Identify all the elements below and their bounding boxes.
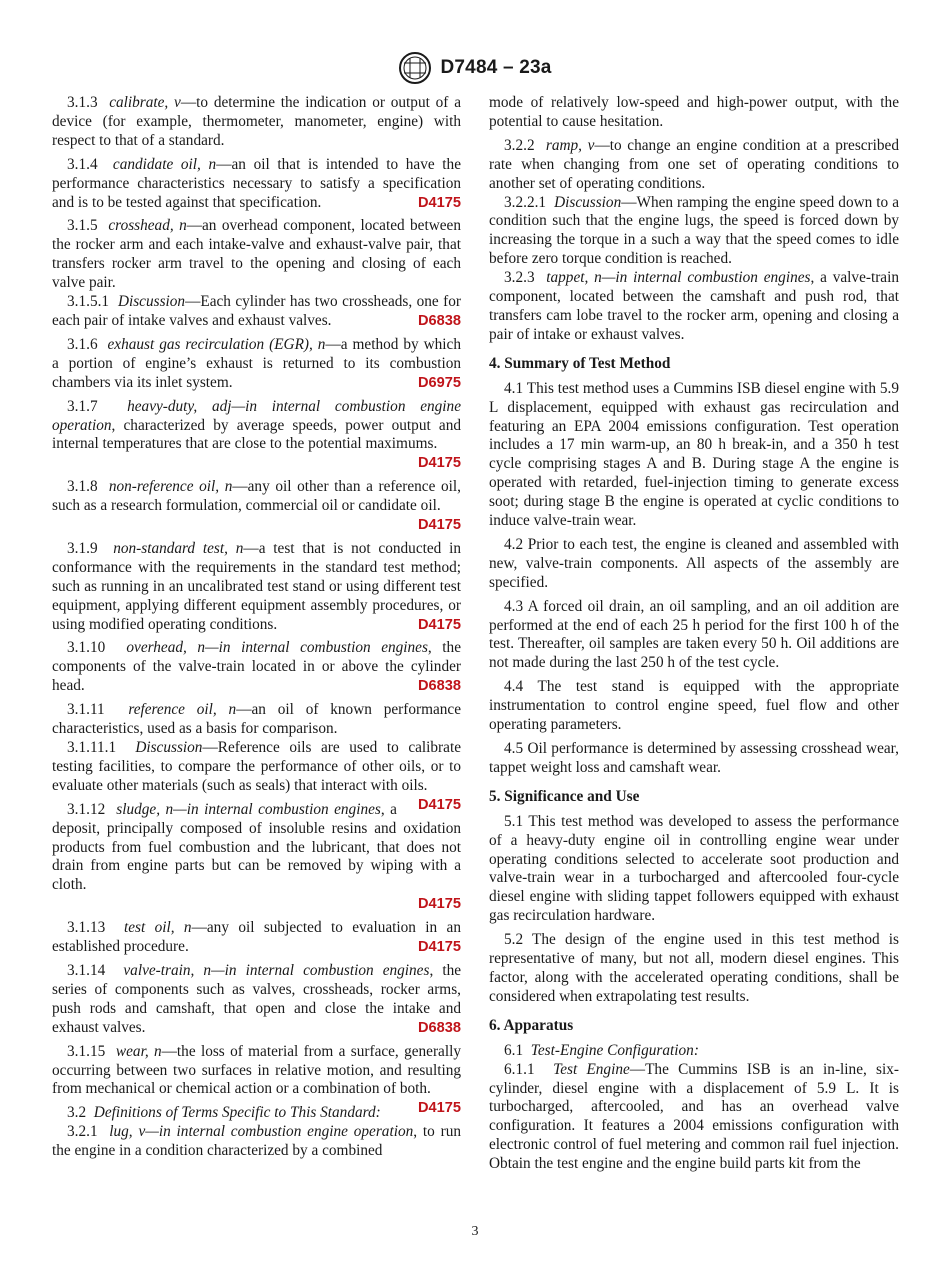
- definition-3-1-5: 3.1.5 crosshead, n—an overhead component, located between the rocker arm and each intake-valve and exhaust-valve pair, that transfers rocker arm travel to the opening and closing of each valve pair.: [52, 217, 461, 292]
- astm-logo-icon: [398, 51, 432, 85]
- definition-3-1-8: 3.1.8 non-reference oil, n—any oil other than a reference oil, such as a research formulation, commercial oil or candidate oil.: [52, 478, 461, 515]
- definition-3-1-15: 3.1.15 wear, n—the loss of material from a surface, generally occurring between two surfaces in relative motion, and resulting from mechanical or chemical action or a combination of both. D4175: [52, 1042, 461, 1117]
- reference-link[interactable]: D4175: [417, 455, 461, 472]
- definition-3-1-7: 3.1.7 heavy-duty, adj—in internal combustion engine operation, characterized by average speeds, power output and internal temperatures that are close to the potential maximums.: [52, 397, 461, 453]
- paragraph-6-1: 6.1 Test-Engine Configuration:: [504, 1041, 699, 1059]
- definition-3-2-1: 3.2.1 lug, v—in internal combustion engine operation, to run the engine in a condition characterized by a combined: [52, 1123, 462, 1160]
- right-column: [489, 94, 899, 1179]
- definition-3-1-13: 3.1.13 test oil, n—any oil subjected to evaluation in an established procedure. D4175: [52, 919, 461, 956]
- paragraph-4-5: 4.5 Oil performance is determined by assessing crosshead wear, tappet weight loss and camshaft wear.: [489, 740, 899, 776]
- definition-3-1-4: 3.1.4 candidate oil, n—an oil that is intended to have the performance characteristics necessary to satisfy a specification and is to be tested against that specification. D4175: [52, 155, 461, 211]
- definition-3-1-10: 3.1.10 overhead, n—in internal combustion engines, the components of the valve-train located in or above the cylinder head. D6838: [52, 639, 461, 695]
- section-heading-6: 6. Apparatus: [489, 1016, 574, 1034]
- definition-3-1-3: 3.1.3 calibrate, v—to determine the indication or output of a device (for example, thermometer, manometer, engine) with respect to that of a standard.: [52, 94, 461, 149]
- definition-3-2-3: 3.2.3 tappet, n—in internal combustion engines, a valve-train component, located between the camshaft and push rod, that transfers cam lobe travel to the rocker arm, opening and closing a pair of intake or exhaust valves.: [489, 269, 899, 343]
- reference-link[interactable]: D4175: [417, 896, 461, 913]
- definition-3-2-2: 3.2.2 ramp, v—to change an engine condition at a prescribed rate when changing from one set of operating conditions to another set of operating conditions.: [489, 136, 899, 192]
- discussion-3-2-2-1: 3.2.2.1 Discussion—When ramping the engine speed down to a condition such that the engine lugs, the speed is forced down by increasing the torque in a such a way that the speed comes to idle before zero torque condition is reached.: [489, 193, 899, 268]
- paragraph-6-1-1: 6.1.1 Test Engine—The Cummins ISB is an in-line, six-cylinder, diesel engine with a displacement of 5.9 L. It is turbocharged, aftercooled, and has an overhead valve configuration. It features a 2004 emissions configuration with electronic control of fuel metering and common rail fuel injection. Obtain the test engine and the engine build parts kit from the: [489, 1060, 900, 1173]
- definition-3-1-9: 3.1.9 non-standard test, n—a test that is not conducted in conformance with the requirements in the standard test method; such as running in an uncalibrated test stand or using different test equipment, applying different equipment assembly procedures, or using modified operating conditions. D4175: [52, 539, 461, 633]
- definition-3-1-12: 3.1.12 sludge, n—in internal combustion engines, a deposit, principally composed of insoluble resins and oxidation products from fuel combustion and the lubricant, that does not drain from engine parts but can be removed by wiping with a cloth.: [52, 800, 461, 894]
- paragraph-5-1: 5.1 This test method was developed to assess the performance of a heavy-duty engine oil in controlling engine wear under operating conditions selected to accelerate soot production and valve-train wear in a turbocharged and aftercooled four-cycle diesel engine with sliding tappet followers equipped with exhaust gas recirculation hardware.: [489, 812, 899, 925]
- reference-link[interactable]: D4175: [417, 194, 461, 211]
- paragraph-4-2: 4.2 Prior to each test, the engine is cleaned and assembled with new, valve-train components. All aspects of the assembly are specified.: [489, 535, 899, 591]
- page-header: [0, 50, 950, 86]
- reference-link[interactable]: D4175: [417, 796, 461, 813]
- section-heading-4: 4. Summary of Test Method: [489, 354, 671, 372]
- reference-link[interactable]: D4175: [417, 1100, 461, 1117]
- reference-link[interactable]: D6838: [417, 312, 461, 329]
- definition-3-1-14: 3.1.14 valve-train, n—in internal combustion engines, the series of components such as valves, crossheads, rocker arms, push rods and camshaft, that open and close the intake and exhaust valves. D6838: [52, 961, 462, 1036]
- reference-link[interactable]: D6838: [417, 1019, 461, 1036]
- paragraph-4-3: 4.3 A forced oil drain, an oil sampling, and an oil addition are performed at the end of each 25 h period for the first 100 h of the test. Thereafter, oil samples are taken every 50 h. Oil additions are not made during the last 250 h of the test cycle.: [489, 597, 899, 672]
- reference-link[interactable]: D6975: [417, 374, 461, 391]
- paragraph-4-1: 4.1 This test method uses a Cummins ISB diesel engine with 5.9 L displacement, equipped with exhaust gas recirculation and featuring an EPA 2004 emissions configuration. Test operation includes a 17 min warm-up, an 80 h break-in, and a 350 h test cycle comprising stages A and B. During stage A the engine is operated with retarded, fuel-injection timing to generate excess soot; during stage B the engine is operated at cyclic conditions to induce valve-train wear.: [489, 379, 899, 530]
- page-number: 3: [471, 1224, 479, 1239]
- section-3-2: 3.2 Definitions of Terms Specific to This Standard:: [67, 1104, 381, 1122]
- reference-link[interactable]: D4175: [417, 517, 461, 534]
- paragraph-4-4: 4.4 The test stand is equipped with the appropriate instrumentation to control engine speed, fuel flow and other operating parameters.: [489, 678, 899, 734]
- left-column: [52, 94, 461, 1166]
- paragraph-5-2: 5.2 The design of the engine used in this test method is representative of many, but not all, modern diesel engines. This factor, along with the accelerated operating conditions, shall be considered when extrapolating test results.: [489, 931, 899, 1005]
- definition-3-1-6: 3.1.6 exhaust gas recirculation (EGR), n—a method by which a portion of engine’s exhaust is returned to its combustion chambers via its inlet system. D6975: [52, 335, 461, 391]
- definition-3-1-11: 3.1.11 reference oil, n—an oil of known performance characteristics, used as a basis for comparison.: [52, 701, 461, 738]
- discussion-3-1-5-1: 3.1.5.1 Discussion—Each cylinder has two crossheads, one for each pair of intake valves and exhaust valves. D6838: [52, 293, 461, 329]
- definition-3-2-1-continued: mode of relatively low-speed and high-power output, with the potential to cause hesitation.: [489, 94, 899, 130]
- reference-link[interactable]: D4175: [417, 939, 461, 956]
- reference-link[interactable]: D6838: [417, 678, 461, 695]
- reference-link[interactable]: D4175: [417, 616, 461, 633]
- discussion-3-1-11-1: 3.1.11.1 Discussion—Reference oils are used to calibrate testing facilities, to compare the performance of other oils, or to evaluate other materials (such as seals) that interact with oils. D4175: [52, 739, 461, 813]
- document-id: D7484 – 23a: [440, 57, 552, 78]
- section-heading-5: 5. Significance and Use: [489, 787, 640, 805]
